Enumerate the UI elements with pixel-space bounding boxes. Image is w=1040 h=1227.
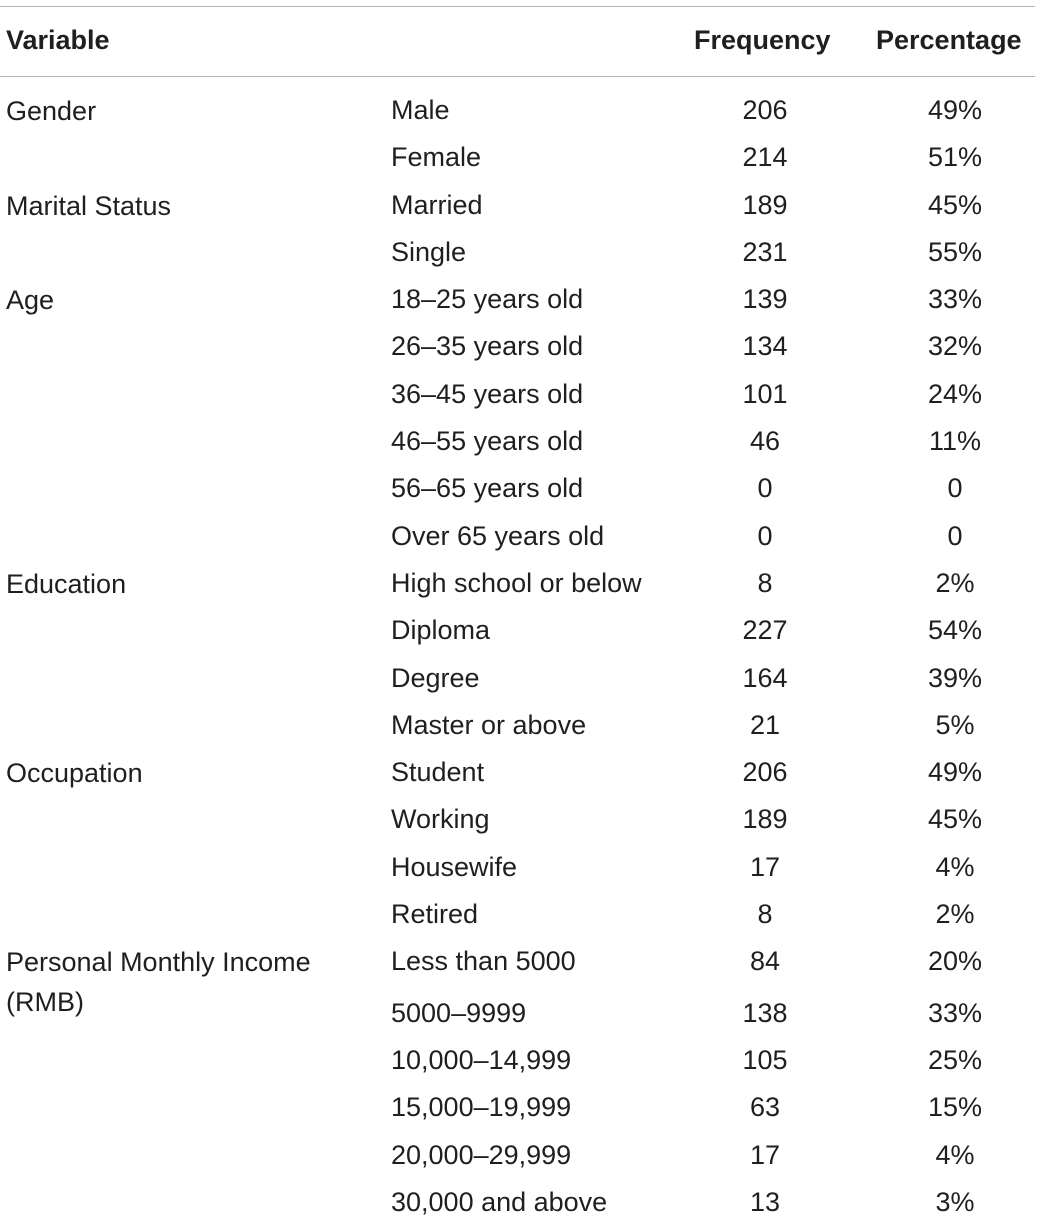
table-row bbox=[0, 1180, 1040, 1227]
cell-frequency: 63 bbox=[749, 1092, 781, 1123]
cell-percentage: 39% bbox=[927, 662, 983, 693]
table-header-row bbox=[0, 7, 1040, 76]
cell-category: Degree bbox=[391, 662, 480, 693]
cell-frequency: 138 bbox=[742, 997, 788, 1028]
cell-category: Master or above bbox=[391, 709, 587, 740]
cell-frequency: 13 bbox=[749, 1187, 781, 1218]
cell-category: Working bbox=[391, 804, 490, 835]
cell-percentage: 32% bbox=[927, 331, 983, 362]
cell-frequency: 227 bbox=[742, 615, 788, 646]
table-row bbox=[0, 1085, 1040, 1132]
table-row bbox=[0, 797, 1040, 844]
cell-frequency: 101 bbox=[742, 378, 788, 409]
cell-frequency: 164 bbox=[742, 662, 788, 693]
table-row bbox=[0, 324, 1040, 371]
cell-frequency: 21 bbox=[749, 709, 781, 740]
cell-frequency: 214 bbox=[742, 142, 788, 173]
cell-category: Student bbox=[391, 757, 485, 788]
cell-category: Female bbox=[391, 142, 482, 173]
table-row bbox=[0, 466, 1040, 513]
table-row bbox=[0, 1133, 1040, 1180]
cell-category: Male bbox=[391, 95, 450, 125]
cell-percentage: 55% bbox=[927, 236, 983, 267]
cell-category: Single bbox=[391, 236, 467, 267]
table-row bbox=[0, 230, 1040, 277]
table-row bbox=[0, 419, 1040, 466]
table-row bbox=[0, 514, 1040, 561]
cell-category: Diploma bbox=[391, 615, 491, 646]
table-row bbox=[0, 991, 1040, 1038]
cell-frequency: 189 bbox=[742, 804, 788, 835]
table-row bbox=[0, 845, 1040, 892]
cell-category: Less than 5000 bbox=[391, 946, 576, 977]
cell-percentage: 49% bbox=[927, 757, 983, 788]
cell-frequency: 17 bbox=[749, 1139, 781, 1170]
cell-percentage: 33% bbox=[927, 997, 983, 1028]
cell-category: 5000–9999 bbox=[391, 997, 527, 1028]
header-variable: Variable bbox=[6, 25, 110, 55]
cell-percentage: 20% bbox=[927, 946, 983, 977]
cell-variable: Age bbox=[6, 285, 55, 316]
table-row bbox=[0, 656, 1040, 703]
cell-variable: Personal Monthly Income (RMB) bbox=[6, 947, 311, 1018]
cell-frequency: 139 bbox=[742, 284, 788, 315]
cell-frequency: 206 bbox=[742, 95, 788, 125]
cell-category: 36–45 years old bbox=[391, 378, 584, 409]
cell-category: 46–55 years old bbox=[391, 426, 584, 457]
cell-frequency: 0 bbox=[757, 473, 773, 504]
cell-category: 20,000–29,999 bbox=[391, 1139, 572, 1170]
cell-variable: Gender bbox=[6, 96, 97, 126]
cell-percentage: 4% bbox=[935, 851, 975, 882]
table-row bbox=[0, 1038, 1040, 1085]
cell-percentage: 25% bbox=[927, 1045, 983, 1076]
table-row bbox=[0, 703, 1040, 750]
cell-percentage: 11% bbox=[928, 426, 982, 457]
cell-percentage: 2% bbox=[935, 567, 975, 598]
cell-frequency: 8 bbox=[757, 567, 773, 598]
cell-frequency: 231 bbox=[742, 236, 788, 267]
cell-percentage: 51% bbox=[927, 142, 983, 173]
cell-category: High school or below bbox=[391, 567, 642, 598]
cell-frequency: 206 bbox=[742, 757, 788, 788]
cell-percentage: 0 bbox=[947, 520, 963, 551]
table-row bbox=[0, 88, 1040, 135]
cell-percentage: 45% bbox=[927, 189, 983, 220]
table-row bbox=[0, 372, 1040, 419]
cell-category: Over 65 years old bbox=[391, 520, 605, 551]
table-row bbox=[0, 135, 1040, 182]
table-row bbox=[0, 750, 1040, 797]
cell-percentage: 4% bbox=[935, 1139, 975, 1170]
cell-percentage: 33% bbox=[927, 284, 983, 315]
cell-frequency: 0 bbox=[757, 520, 773, 551]
cell-percentage: 15% bbox=[927, 1092, 983, 1123]
cell-frequency: 189 bbox=[742, 189, 788, 220]
header-frequency: Frequency bbox=[694, 25, 831, 55]
cell-percentage: 0 bbox=[947, 473, 963, 504]
cell-percentage: 54% bbox=[927, 615, 983, 646]
table-row bbox=[0, 561, 1040, 608]
table-row bbox=[0, 183, 1040, 230]
cell-category: Retired bbox=[391, 899, 479, 930]
cell-category: Housewife bbox=[391, 851, 518, 882]
cell-percentage: 3% bbox=[935, 1187, 975, 1218]
table-row bbox=[0, 277, 1040, 324]
cell-variable: Marital Status bbox=[6, 190, 172, 221]
cell-percentage: 24% bbox=[927, 378, 983, 409]
cell-category: 56–65 years old bbox=[391, 473, 584, 504]
cell-variable: Occupation bbox=[6, 758, 143, 789]
table-row bbox=[0, 608, 1040, 655]
cell-percentage: 5% bbox=[935, 709, 975, 740]
cell-category: Married bbox=[391, 189, 483, 220]
cell-frequency: 8 bbox=[757, 899, 773, 930]
cell-percentage: 45% bbox=[927, 804, 983, 835]
cell-variable: Education bbox=[6, 568, 127, 599]
cell-frequency: 17 bbox=[749, 851, 781, 882]
table-body bbox=[0, 88, 1040, 1227]
cell-frequency: 105 bbox=[742, 1045, 788, 1076]
cell-category: 10,000–14,999 bbox=[391, 1045, 572, 1076]
cell-frequency: 134 bbox=[742, 331, 788, 362]
table-row bbox=[0, 892, 1040, 939]
cell-category: 26–35 years old bbox=[391, 331, 584, 362]
cell-percentage: 2% bbox=[935, 899, 975, 930]
header-percentage: Percentage bbox=[876, 25, 1022, 55]
cell-frequency: 84 bbox=[749, 946, 781, 977]
cell-percentage: 49% bbox=[927, 95, 983, 125]
cell-category: 18–25 years old bbox=[391, 284, 584, 315]
cell-category: 30,000 and above bbox=[391, 1187, 608, 1218]
header-bottom-rule bbox=[0, 76, 1035, 77]
cell-category: 15,000–19,999 bbox=[391, 1092, 572, 1123]
cell-frequency: 46 bbox=[749, 426, 781, 457]
